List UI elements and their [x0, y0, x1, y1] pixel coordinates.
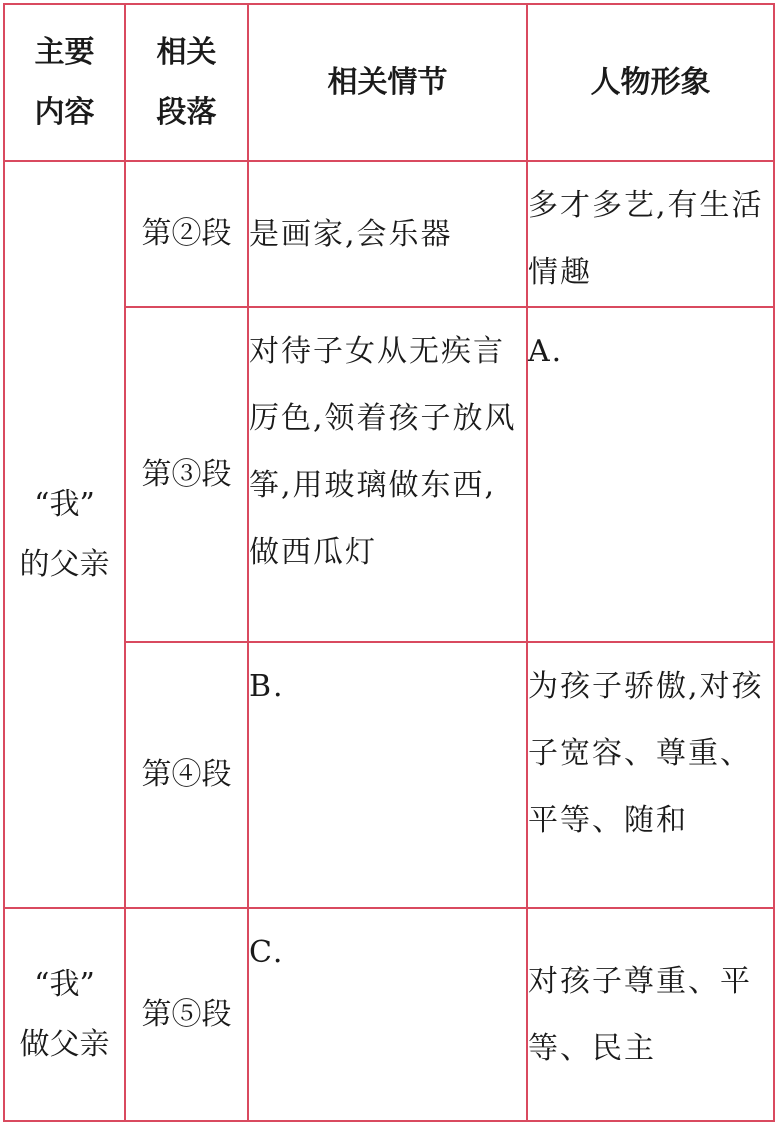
header-character-image: 人物形象 — [527, 4, 774, 161]
main-content-me-as-father — [4, 908, 125, 1121]
plot-cell: 是画家,会乐器 — [248, 161, 527, 307]
table-row — [4, 161, 774, 307]
answer-blank-b[interactable]: B. — [248, 642, 527, 908]
header-related-paragraph-line2: 段落 — [156, 94, 217, 130]
main-content-father — [4, 161, 125, 908]
header-main-content-line1: 主要 — [34, 34, 95, 70]
paragraph-cell: 第②段 — [125, 161, 248, 307]
table-row — [4, 908, 774, 1121]
main-content-father-line1: “我” — [34, 486, 95, 522]
image-cell: 为孩子骄傲,对孩子宽容、尊重、平等、随和 — [527, 642, 774, 908]
header-related-paragraph — [125, 4, 248, 161]
image-cell: 对孩子尊重、平等、民主 — [527, 908, 774, 1121]
main-content-father-line2: 的父亲 — [19, 546, 110, 582]
main-content-me-line1: “我” — [34, 966, 95, 1002]
header-related-paragraph-line1: 相关 — [156, 34, 217, 70]
header-main-content — [4, 4, 125, 161]
main-content-me-line2: 做父亲 — [19, 1026, 110, 1062]
paragraph-cell: 第④段 — [125, 642, 248, 908]
header-row — [4, 4, 774, 161]
image-cell: 多才多艺,有生活情趣 — [527, 161, 774, 307]
answer-blank-c[interactable]: C. — [248, 908, 527, 1121]
answer-blank-a[interactable]: A. — [527, 307, 774, 642]
paragraph-cell: 第⑤段 — [125, 908, 248, 1121]
plot-cell: 对待子女从无疾言厉色,领着孩子放风筝,用玻璃做东西,做西瓜灯 — [248, 307, 527, 642]
header-main-content-line2: 内容 — [34, 94, 95, 130]
paragraph-cell: 第③段 — [125, 307, 248, 642]
header-related-plot: 相关情节 — [248, 4, 527, 161]
analysis-table — [3, 3, 775, 1122]
